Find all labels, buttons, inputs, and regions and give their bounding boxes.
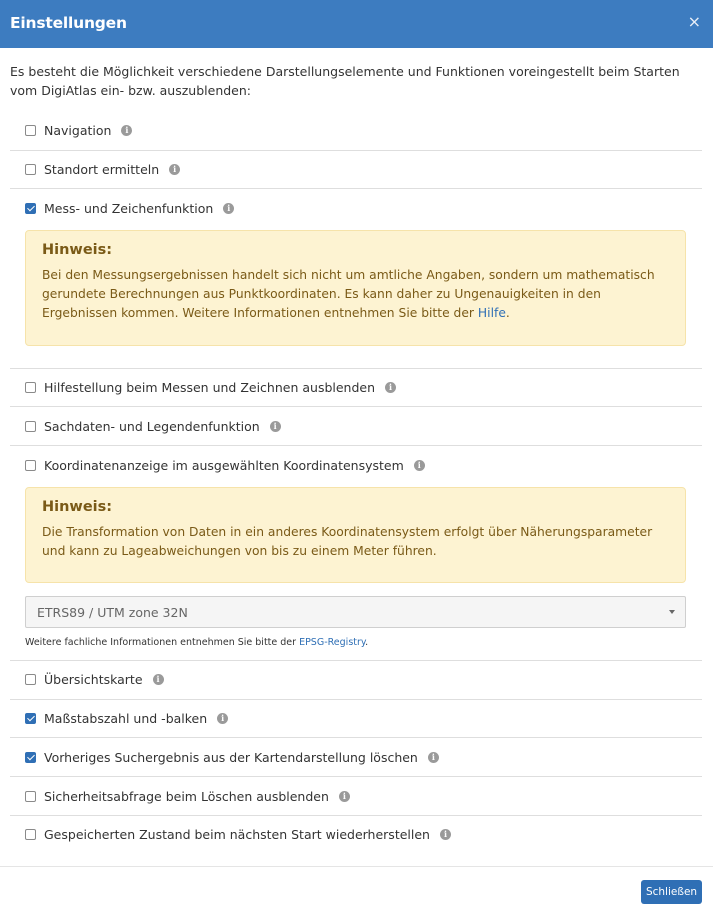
crs-info-text <box>25 637 368 648</box>
checkbox[interactable] <box>25 674 36 685</box>
info-icon[interactable]: i <box>440 829 451 840</box>
option-suchergebnis[interactable] <box>25 747 439 767</box>
checkbox-checked[interactable] <box>25 752 36 763</box>
option-label: Sachdaten- und Legendenfunktion <box>44 418 260 434</box>
hint-box-coords <box>25 487 686 583</box>
info-icon[interactable]: i <box>385 382 396 393</box>
checkbox[interactable] <box>25 164 36 175</box>
info-icon[interactable]: i <box>223 203 234 214</box>
info-icon[interactable]: i <box>414 460 425 471</box>
divider <box>10 445 702 446</box>
hint-text: Die Transformation von Daten in ein anderes Koordinatensystem erfolgt über Näherungsparameter und kann zu Lageabweichungen von bis zu einem Meter führen. <box>42 525 653 558</box>
info-icon[interactable]: i <box>339 791 350 802</box>
checkbox[interactable] <box>25 421 36 432</box>
option-hilfestellung[interactable] <box>25 377 396 397</box>
divider <box>10 699 702 700</box>
divider <box>10 368 702 369</box>
option-label: Sicherheitsabfrage beim Löschen ausblenden <box>44 788 329 804</box>
checkbox[interactable] <box>25 460 36 471</box>
option-navigation[interactable] <box>25 120 132 140</box>
divider <box>10 660 702 661</box>
intro-text: Es besteht die Möglichkeit verschiedene Darstellungselemente und Funktionen voreingestellt beim Starten vom DigiAtlas ein- bzw. auszublenden: <box>10 64 680 98</box>
dialog-header <box>0 0 713 48</box>
option-label: Mess- und Zeichenfunktion <box>44 200 214 216</box>
crs-select-value: ETRS89 / UTM zone 32N <box>37 605 188 620</box>
divider <box>10 188 702 189</box>
option-koordinaten[interactable] <box>25 455 425 475</box>
option-label: Gespeicherten Zustand beim nächsten Start wiederherstellen <box>44 826 430 842</box>
help-link[interactable]: Hilfe <box>477 306 506 320</box>
checkbox[interactable] <box>25 829 36 840</box>
crs-info-suffix: . <box>365 637 369 648</box>
checkbox[interactable] <box>25 125 36 136</box>
option-label: Hilfestellung beim Messen und Zeichnen ausblenden <box>44 379 376 395</box>
option-label: Navigation <box>44 122 112 138</box>
option-mess-zeichen[interactable] <box>25 198 234 218</box>
close-button[interactable]: Schließen <box>641 880 702 904</box>
info-icon[interactable]: i <box>169 164 180 175</box>
info-icon[interactable]: i <box>270 421 281 432</box>
info-icon[interactable]: i <box>153 674 164 685</box>
hint-heading: Hinweis: <box>42 242 113 258</box>
option-zustand[interactable] <box>25 824 451 844</box>
divider <box>10 737 702 738</box>
option-sachdaten[interactable] <box>25 416 281 436</box>
hint-box-measure <box>25 230 686 346</box>
option-label: Vorheriges Suchergebnis aus der Kartendarstellung löschen <box>44 749 418 765</box>
epsg-link[interactable]: EPSG-Registry <box>299 637 366 648</box>
checkbox[interactable] <box>25 791 36 802</box>
hint-text <box>42 266 678 323</box>
checkbox-checked[interactable] <box>25 203 36 214</box>
option-massstab[interactable] <box>25 708 228 728</box>
close-icon[interactable]: × <box>687 12 701 31</box>
divider <box>10 815 702 816</box>
option-sicherheitsabfrage[interactable] <box>25 786 350 806</box>
option-label: Übersichtskarte <box>44 671 143 687</box>
chevron-down-icon <box>669 610 675 614</box>
info-icon[interactable]: i <box>121 125 132 136</box>
crs-select[interactable] <box>25 596 686 628</box>
checkbox-checked[interactable] <box>25 713 36 724</box>
hint-body: Bei den Messungsergebnissen handelt sich nicht um amtliche Angaben, sondern um mathematisch gerundete Berechnungen aus Punktkoordinaten. Es kann daher zu Ungenauigkeiten in den Ergebnissen kommen. Weitere Informationen entnehmen Sie bitte der <box>42 268 655 320</box>
info-icon[interactable]: i <box>217 713 228 724</box>
option-label: Standort ermitteln <box>44 161 160 177</box>
hint-heading: Hinweis: <box>42 499 113 515</box>
divider <box>10 776 702 777</box>
footer-divider <box>0 866 713 867</box>
option-uebersichtskarte[interactable] <box>25 669 164 689</box>
option-label: Maßstabszahl und -balken <box>44 710 208 726</box>
info-icon[interactable]: i <box>428 752 439 763</box>
option-standort[interactable] <box>25 159 180 179</box>
checkbox[interactable] <box>25 382 36 393</box>
crs-info-body: Weitere fachliche Informationen entnehmen Sie bitte der <box>25 637 297 648</box>
option-label: Koordinatenanzeige im ausgewählten Koordinatensystem <box>44 457 404 473</box>
divider <box>10 406 702 407</box>
divider <box>10 150 702 151</box>
dialog-title: Einstellungen <box>10 14 127 32</box>
hint-suffix: . <box>505 306 510 320</box>
